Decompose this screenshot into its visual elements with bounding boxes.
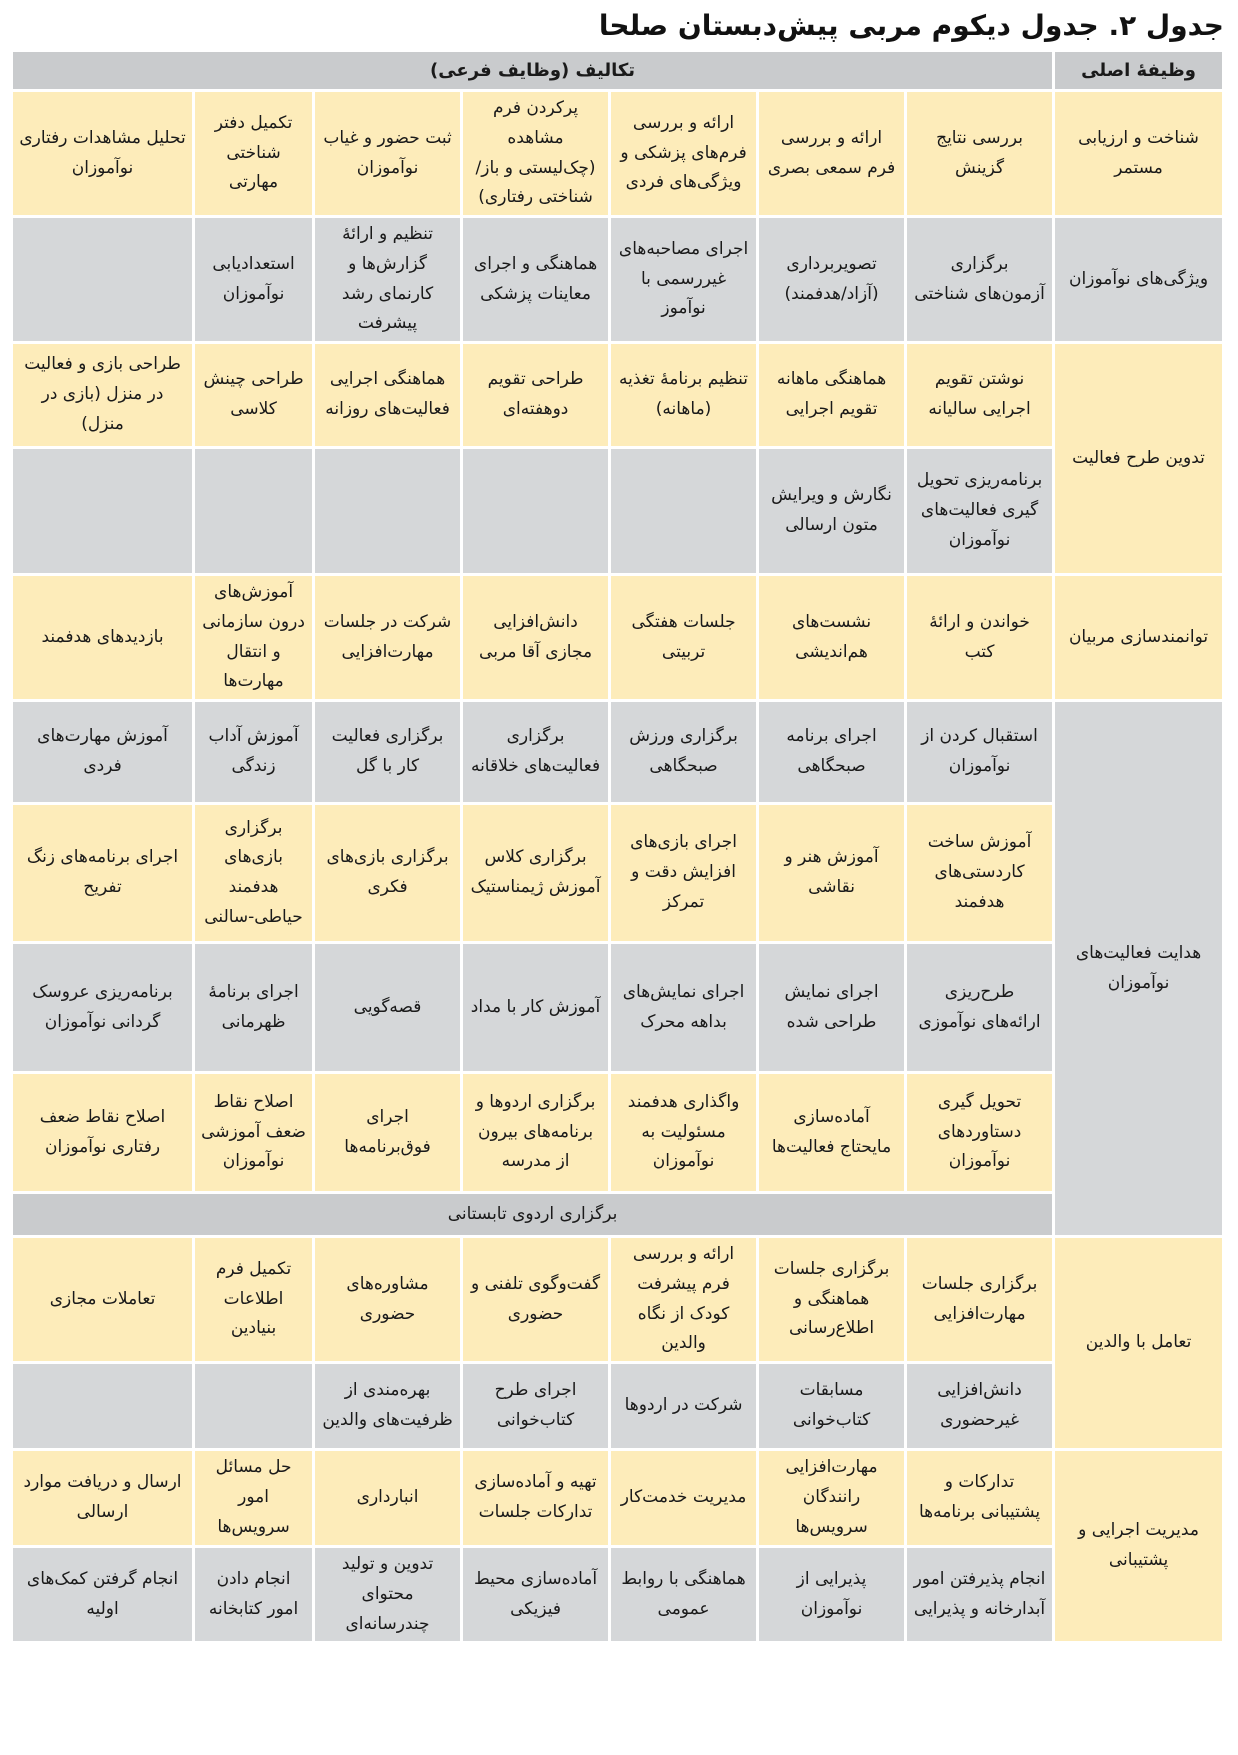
subtask-cell: استعدادیابی نوآموزان: [195, 218, 315, 344]
subtask-cell: اصلاح نقاط ضعف رفتاری نوآموزان: [13, 1074, 195, 1194]
subtask-cell: [195, 1364, 315, 1451]
table-row: [13, 1364, 1225, 1451]
subtask-cell: طراحی تقویم دوهفته‌ای: [463, 344, 611, 449]
subtask-cell: پرکردن فرم مشاهده (چک‌لیستی و باز/شناختی رفتاری): [463, 92, 611, 218]
subtask-cell: واگذاری هدفمند مسئولیت به نوآموزان: [611, 1074, 759, 1194]
subtask-cell: مشاوره‌های حضوری: [315, 1238, 463, 1364]
subtask-cell: برگزاری فعالیت کار با گل: [315, 702, 463, 805]
subtask-cell: خواندن و ارائۀ کتب: [907, 576, 1055, 702]
subtask-cell: هماهنگی اجرایی فعالیت‌های روزانه: [315, 344, 463, 449]
table-row: [13, 1074, 1225, 1194]
summer-camp-row: برگزاری اردوی تابستانی: [13, 1194, 1055, 1238]
subtask-cell: مدیریت خدمت‌کار: [611, 1451, 759, 1548]
subtask-cell: برگزاری اردوها و برنامه‌های بیرون از مدرسه: [463, 1074, 611, 1194]
subtask-cell: جلسات هفتگی تربیتی: [611, 576, 759, 702]
subtask-cell: پذیرایی از نوآموزان: [759, 1548, 907, 1644]
subtask-cell: تنظیم برنامۀ تغذیه (ماهانه): [611, 344, 759, 449]
table-row: [13, 449, 1225, 576]
subtask-cell: برگزاری بازی‌های فکری: [315, 805, 463, 944]
subtask-cell: تنظیم و ارائۀ گزارش‌ها و کارنمای رشد پیشرفت: [315, 218, 463, 344]
subtask-cell: برنامه‌ریزی عروسک گردانی نوآموزان: [13, 944, 195, 1074]
subtask-cell: ارائه و بررسی فرم‌های پزشکی و ویژگی‌های فردی: [611, 92, 759, 218]
subtask-cell: آموزش مهارت‌های فردی: [13, 702, 195, 805]
main-task-cell: تعامل با والدین: [1055, 1238, 1225, 1451]
main-task-cell: تدوین طرح فعالیت: [1055, 344, 1225, 576]
table-row: [13, 1451, 1225, 1548]
subtask-cell: برگزاری جلسات هماهنگی و اطلاع‌رسانی: [759, 1238, 907, 1364]
subtask-cell: بهره‌مندی از ظرفیت‌های والدین: [315, 1364, 463, 1451]
subtask-cell: اجرای برنامه صبحگاهی: [759, 702, 907, 805]
subtask-cell: طراحی بازی و فعالیت در منزل (بازی در منزل): [13, 344, 195, 449]
subtask-cell: [195, 449, 315, 576]
subtask-cell: حل مسائل امور سرویس‌ها: [195, 1451, 315, 1548]
subtask-cell: ثبت حضور و غیاب نوآموزان: [315, 92, 463, 218]
subtask-cell: مسابقات کتاب‌خوانی: [759, 1364, 907, 1451]
table-row: [13, 1238, 1225, 1364]
table-row: [13, 805, 1225, 944]
subtask-cell: اجرای برنامه‌های زنگ تفریح: [13, 805, 195, 944]
subtask-cell: تدوین و تولید محتوای چندرسانه‌ای: [315, 1548, 463, 1644]
subtask-cell: اجرای نمایش‌های بداهه محرک: [611, 944, 759, 1074]
header-subtasks: تکالیف (وظایف فرعی): [13, 52, 1055, 92]
subtask-cell: تعاملات مجازی: [13, 1238, 195, 1364]
subtask-cell: برگزاری فعالیت‌های خلاقانه: [463, 702, 611, 805]
header-main-task: وظیفۀ اصلی: [1055, 52, 1225, 92]
subtask-cell: انبارداری: [315, 1451, 463, 1548]
subtask-cell: [463, 449, 611, 576]
main-task-cell: ویژگی‌های نوآموزان: [1055, 218, 1225, 344]
subtask-cell: آماده‌سازی محیط فیزیکی: [463, 1548, 611, 1644]
table-row: [13, 92, 1225, 218]
subtask-cell: هماهنگی و اجرای معاینات پزشکی: [463, 218, 611, 344]
subtask-cell: انجام پذیرفتن امور آبدارخانه و پذیرایی: [907, 1548, 1055, 1644]
table-row: [13, 1194, 1225, 1238]
subtask-cell: اجرای بازی‌های افزایش دقت و تمرکز: [611, 805, 759, 944]
subtask-cell: نوشتن تقویم اجرایی سالیانه: [907, 344, 1055, 449]
subtask-cell: برگزاری ورزش صبحگاهی: [611, 702, 759, 805]
main-task-cell: مدیریت اجرایی و پشتیبانی: [1055, 1451, 1225, 1644]
subtask-cell: برگزاری کلاس آموزش ژیمناستیک: [463, 805, 611, 944]
subtask-cell: شرکت در اردوها: [611, 1364, 759, 1451]
subtask-cell: آموزش کار با مداد: [463, 944, 611, 1074]
subtask-cell: تکمیل فرم اطلاعات بنیادین: [195, 1238, 315, 1364]
main-task-cell: هدایت فعالیت‌های نوآموزان: [1055, 702, 1225, 1238]
subtask-cell: [13, 1364, 195, 1451]
table-row: [13, 576, 1225, 702]
subtask-cell: طراحی چینش کلاسی: [195, 344, 315, 449]
subtask-cell: بازدیدهای هدفمند: [13, 576, 195, 702]
main-task-cell: توانمندسازی مربیان: [1055, 576, 1225, 702]
subtask-cell: اصلاح نقاط ضعف آموزشی نوآموزان: [195, 1074, 315, 1194]
subtask-cell: اجرای فوق‌برنامه‌ها: [315, 1074, 463, 1194]
subtask-cell: آموزش آداب زندگی: [195, 702, 315, 805]
subtask-cell: ارسال و دریافت موارد ارسالی: [13, 1451, 195, 1548]
subtask-cell: برنامه‌ریزی تحویل گیری فعالیت‌های نوآموزان: [907, 449, 1055, 576]
subtask-cell: نگارش و ویرایش متون ارسالی: [759, 449, 907, 576]
subtask-cell: نشست‌های هم‌اندیشی: [759, 576, 907, 702]
subtask-cell: اجرای طرح کتاب‌خوانی: [463, 1364, 611, 1451]
subtask-cell: برگزاری آزمون‌های شناختی: [907, 218, 1055, 344]
subtask-cell: هماهنگی با روابط عمومی: [611, 1548, 759, 1644]
subtask-cell: آموزش ساخت کاردستی‌های هدفمند: [907, 805, 1055, 944]
subtask-cell: اجرای نمایش طراحی شده: [759, 944, 907, 1074]
table-title: جدول ۲. جدول دیکوم مربی پیش‌دبستان صلحا: [598, 9, 1224, 42]
table-row: [13, 218, 1225, 344]
subtask-cell: شرکت در جلسات مهارت‌افزایی: [315, 576, 463, 702]
subtask-cell: برگزاری جلسات مهارت‌افزایی: [907, 1238, 1055, 1364]
table-row: [13, 702, 1225, 805]
subtask-cell: تدارکات و پشتیبانی برنامه‌ها: [907, 1451, 1055, 1548]
subtask-cell: آماده‌سازی مایحتاج فعالیت‌ها: [759, 1074, 907, 1194]
subtask-cell: دانش‌افزایی غیرحضوری: [907, 1364, 1055, 1451]
subtask-cell: [13, 449, 195, 576]
subtask-cell: تصویربرداری (آزاد/هدفمند): [759, 218, 907, 344]
subtask-cell: استقبال کردن از نوآموزان: [907, 702, 1055, 805]
subtask-cell: انجام گرفتن کمک‌های اولیه: [13, 1548, 195, 1644]
subtask-cell: ارائه و بررسی فرم سمعی بصری: [759, 92, 907, 218]
subtask-cell: مهارت‌افزایی رانندگان سرویس‌ها: [759, 1451, 907, 1548]
subtask-cell: تحویل گیری دستاوردهای نوآموزان: [907, 1074, 1055, 1194]
subtask-cell: اجرای مصاحبه‌های غیررسمی با نوآموز: [611, 218, 759, 344]
subtask-cell: طرح‌ریزی ارائه‌های نوآموزی: [907, 944, 1055, 1074]
subtask-cell: تکمیل دفتر شناختی مهارتی: [195, 92, 315, 218]
subtask-cell: برگزاری بازی‌های هدفمند حیاطی-سالنی: [195, 805, 315, 944]
table-row: [13, 344, 1225, 449]
subtask-cell: تحلیل مشاهدات رفتاری نوآموزان: [13, 92, 195, 218]
subtask-cell: دانش‌افزایی مجازی آقا مربی: [463, 576, 611, 702]
subtask-cell: انجام دادن امور کتابخانه: [195, 1548, 315, 1644]
subtask-cell: [315, 449, 463, 576]
subtask-cell: تهیه و آماده‌سازی تدارکات جلسات: [463, 1451, 611, 1548]
subtask-cell: [611, 449, 759, 576]
subtask-cell: گفت‌وگوی تلفنی و حضوری: [463, 1238, 611, 1364]
subtask-cell: آموزش‌های درون سازمانی و انتقال مهارت‌ها: [195, 576, 315, 702]
subtask-cell: بررسی نتایج گزینش: [907, 92, 1055, 218]
table-row: [13, 944, 1225, 1074]
dacum-table: [13, 52, 1225, 1644]
table-row: [13, 1548, 1225, 1644]
subtask-cell: هماهنگی ماهانه تقویم اجرایی: [759, 344, 907, 449]
main-task-cell: شناخت و ارزیابی مستمر: [1055, 92, 1225, 218]
subtask-cell: قصه‌گویی: [315, 944, 463, 1074]
subtask-cell: ارائه و بررسی فرم پیشرفت کودک از نگاه والدین: [611, 1238, 759, 1364]
subtask-cell: آموزش هنر و نقاشی: [759, 805, 907, 944]
subtask-cell: اجرای برنامۀ ظهرمانی: [195, 944, 315, 1074]
subtask-cell: [13, 218, 195, 344]
